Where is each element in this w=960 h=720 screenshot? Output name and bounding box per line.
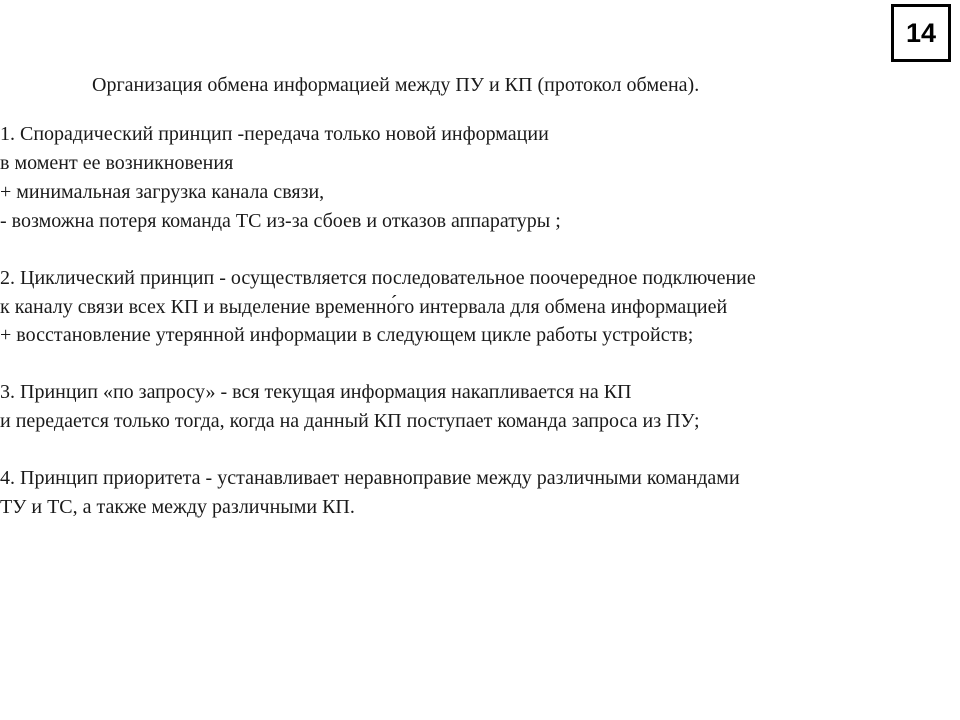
section-3-line-2: и передается только тогда, когда на данный КП поступает команда запроса из ПУ; [0,410,700,432]
slide-number-box: 14 [891,4,951,62]
section-2-line-1: 2. Циклический принцип - осуществляется последовательное поочередное подключение [0,267,756,289]
section-2-line-3: + восстановление утерянной информации в следующем цикле работы устройств; [0,324,694,346]
section-4-line-2: ТУ и ТС, а также между различными КП. [0,496,355,518]
slide-title: Организация обмена информацией между ПУ и КП (протокол обмена). [92,74,700,96]
section-3-line-1: 3. Принцип «по запросу» - вся текущая информация накапливается на КП [0,381,632,403]
section-1-line-4: - возможна потеря команда ТС из-за сбоев и отказов аппаратуры ; [0,210,561,232]
section-2-line-2: к каналу связи всех КП и выделение временно́го интервала для обмена информацией [0,296,728,318]
section-4-line-1: 4. Принцип приоритета - устанавливает неравноправие между различными командами [0,467,740,489]
section-1-line-3: + минимальная загрузка канала связи, [0,181,325,203]
section-1-line-1: 1. Спорадический принцип -передача только новой информации [0,123,549,145]
section-1-line-2: в момент ее возникновения [0,152,234,174]
